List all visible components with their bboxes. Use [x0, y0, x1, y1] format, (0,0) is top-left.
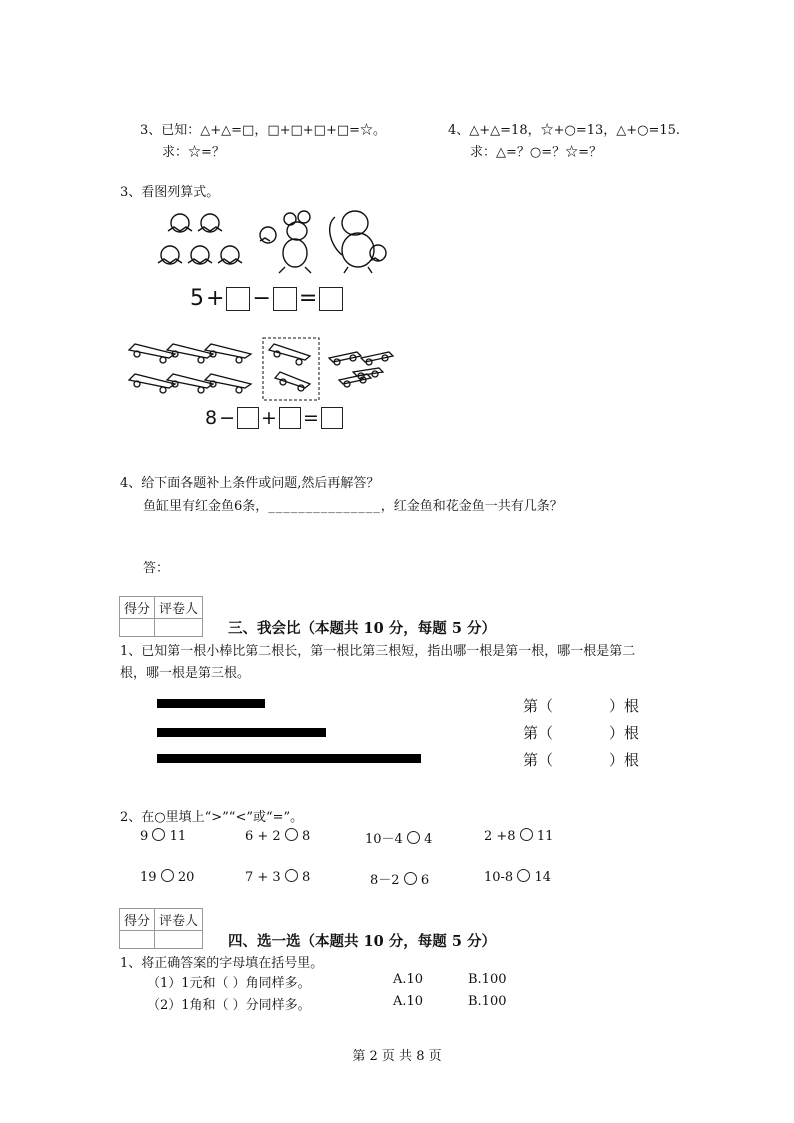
- compare-circle[interactable]: [152, 828, 165, 841]
- right-operand: 8: [301, 870, 311, 885]
- peach-mouse-illustration: [150, 205, 395, 277]
- car: [275, 372, 310, 391]
- section-3-q2-heading: 2、在○里填上“>”“<”或“=”。: [120, 810, 304, 825]
- compare-1-3: [365, 828, 432, 847]
- stick-2-answer[interactable]: [523, 722, 639, 743]
- car: [361, 352, 393, 365]
- section-4-title: 四、选一选（本题共 10 分，每题 5 分）: [228, 933, 496, 950]
- eq1-box1[interactable]: [226, 287, 250, 311]
- score-box-1: [119, 596, 203, 637]
- left-operand: 19: [140, 870, 157, 885]
- cars-in-box: [269, 344, 310, 391]
- car: [129, 344, 175, 363]
- q4-sentence: [143, 495, 563, 514]
- stick-1-label: 第（: [523, 697, 554, 715]
- eq2-box1[interactable]: [237, 407, 259, 429]
- peach-4: [188, 246, 212, 264]
- score-cell[interactable]: [120, 931, 155, 949]
- compare-circle[interactable]: [517, 869, 530, 882]
- score-label: 得分: [120, 909, 155, 931]
- eq2-op2: +: [261, 407, 277, 429]
- q4-text-after: ，红金鱼和花金鱼一共有几条？: [380, 499, 563, 514]
- eq1-box2[interactable]: [273, 287, 297, 311]
- compare-circle[interactable]: [520, 828, 533, 841]
- eq1-number: 5: [190, 286, 204, 311]
- answer-label: 答：: [143, 561, 170, 576]
- compare-circle[interactable]: [161, 869, 174, 882]
- eq2-box2[interactable]: [279, 407, 301, 429]
- section-4-q1-heading: 1、将正确答案的字母填在括号里。: [120, 956, 324, 971]
- compare-1-2: [245, 828, 310, 844]
- choice-item-2[interactable]: （2）1角和（ ）分同样多。: [147, 998, 311, 1013]
- eq2-equals: =: [302, 407, 319, 429]
- stick-1: [157, 699, 265, 708]
- mouse-2: [330, 211, 386, 273]
- picture-equation-2: [205, 407, 343, 429]
- stick-3-answer[interactable]: [523, 749, 639, 770]
- compare-1-1: [140, 828, 186, 844]
- mouse-1: [260, 211, 311, 273]
- page-number: 第 2 页 共 8 页: [352, 1049, 442, 1064]
- stick-2: [157, 728, 326, 737]
- peaches: [158, 214, 242, 264]
- peach-5: [218, 246, 242, 264]
- left-operand: 10-8: [484, 870, 514, 885]
- eq1-op1: +: [206, 286, 225, 311]
- q3-line1: 3、已知：△+△=□，□+□+□+□=☆。: [140, 123, 387, 138]
- choice-item-2-option-b[interactable]: B.100: [468, 994, 507, 1009]
- picture-equation-heading: 3、看图列算式。: [120, 185, 220, 200]
- left-operand: 8－2: [370, 873, 400, 888]
- car: [353, 368, 383, 379]
- stick-3-label: 第（: [523, 751, 554, 769]
- peach-2: [198, 214, 222, 232]
- eq2-box3[interactable]: [321, 407, 343, 429]
- right-operand: 14: [534, 870, 552, 885]
- compare-circle[interactable]: [285, 869, 298, 882]
- right-operand: 11: [169, 829, 187, 844]
- right-operand: 4: [424, 832, 433, 847]
- left-operand: 7 + 3: [245, 870, 281, 885]
- eq1-box3[interactable]: [319, 287, 343, 311]
- section-3-title: 三、我会比（本题共 10 分，每题 5 分）: [228, 620, 496, 637]
- right-operand: 20: [177, 870, 195, 885]
- grader-label: 评卷人: [155, 909, 203, 931]
- compare-2-2: [245, 869, 310, 885]
- left-operand: 10－4: [365, 832, 403, 847]
- cars-group-right: [329, 352, 393, 387]
- score-label: 得分: [120, 597, 155, 619]
- stick-2-close: ）根: [609, 724, 640, 742]
- q4-heading: 4、给下面各题补上条件或问题,然后再解答？: [120, 476, 380, 491]
- choice-item-1-option-a[interactable]: A.10: [393, 972, 424, 987]
- q4-text-before: 鱼缸里有红金鱼6条，: [143, 499, 269, 514]
- compare-circle[interactable]: [404, 872, 417, 885]
- section-3-q1-line2: 根，哪一根是第三根。: [120, 666, 251, 681]
- section-3-q1-line1: 1、已知第一根小棒比第二根长，第一根比第三根短，指出哪一根是第一根，哪一根是第二: [120, 644, 636, 659]
- peach-3: [158, 246, 182, 264]
- stick-3-close: ）根: [609, 751, 640, 769]
- compare-circle[interactable]: [407, 831, 420, 844]
- stick-1-close: ）根: [609, 697, 640, 715]
- compare-2-3: [370, 869, 429, 888]
- grader-label: 评卷人: [155, 597, 203, 619]
- choice-item-1-option-b[interactable]: B.100: [468, 972, 507, 987]
- choice-item-2-option-a[interactable]: A.10: [393, 994, 424, 1009]
- q3-line2: 求：☆=？: [162, 145, 225, 160]
- score-cell[interactable]: [120, 619, 155, 637]
- right-operand: 8: [301, 829, 311, 844]
- eq2-op1: −: [219, 407, 236, 429]
- q4-line2: 求：△=？○=？☆=？: [470, 145, 603, 160]
- score-box-2: [119, 908, 203, 949]
- compare-1-4: [484, 828, 553, 844]
- eq1-equals: =: [298, 286, 318, 311]
- peach-1: [168, 214, 192, 232]
- cars-illustration: [125, 336, 395, 402]
- grader-cell[interactable]: [155, 619, 203, 637]
- compare-2-4: [484, 869, 551, 885]
- car: [329, 352, 361, 365]
- picture-equation-1: [190, 286, 343, 311]
- compare-2-1: [140, 869, 194, 885]
- stick-2-label: 第（: [523, 724, 554, 742]
- q4-line1: 4、△+△=18，☆+○=13，△+○=15.: [448, 123, 681, 138]
- compare-circle[interactable]: [285, 828, 298, 841]
- cars-group-left: [129, 344, 251, 393]
- left-operand: 9: [140, 829, 149, 844]
- right-operand: 6: [420, 873, 430, 888]
- choice-item-1[interactable]: （1）1元和（ ）角同样多。: [147, 976, 311, 991]
- stick-1-answer[interactable]: [523, 695, 639, 716]
- car: [339, 374, 371, 387]
- car: [269, 344, 310, 365]
- eq2-number: 8: [205, 407, 218, 429]
- grader-cell[interactable]: [155, 931, 203, 949]
- stick-3: [157, 754, 421, 763]
- eq1-op2: −: [252, 286, 271, 311]
- left-operand: 2 +8: [484, 829, 516, 844]
- left-operand: 6 + 2: [245, 829, 281, 844]
- car: [129, 374, 175, 393]
- q4-blank[interactable]: _______________: [268, 499, 381, 514]
- right-operand: 11: [536, 829, 554, 844]
